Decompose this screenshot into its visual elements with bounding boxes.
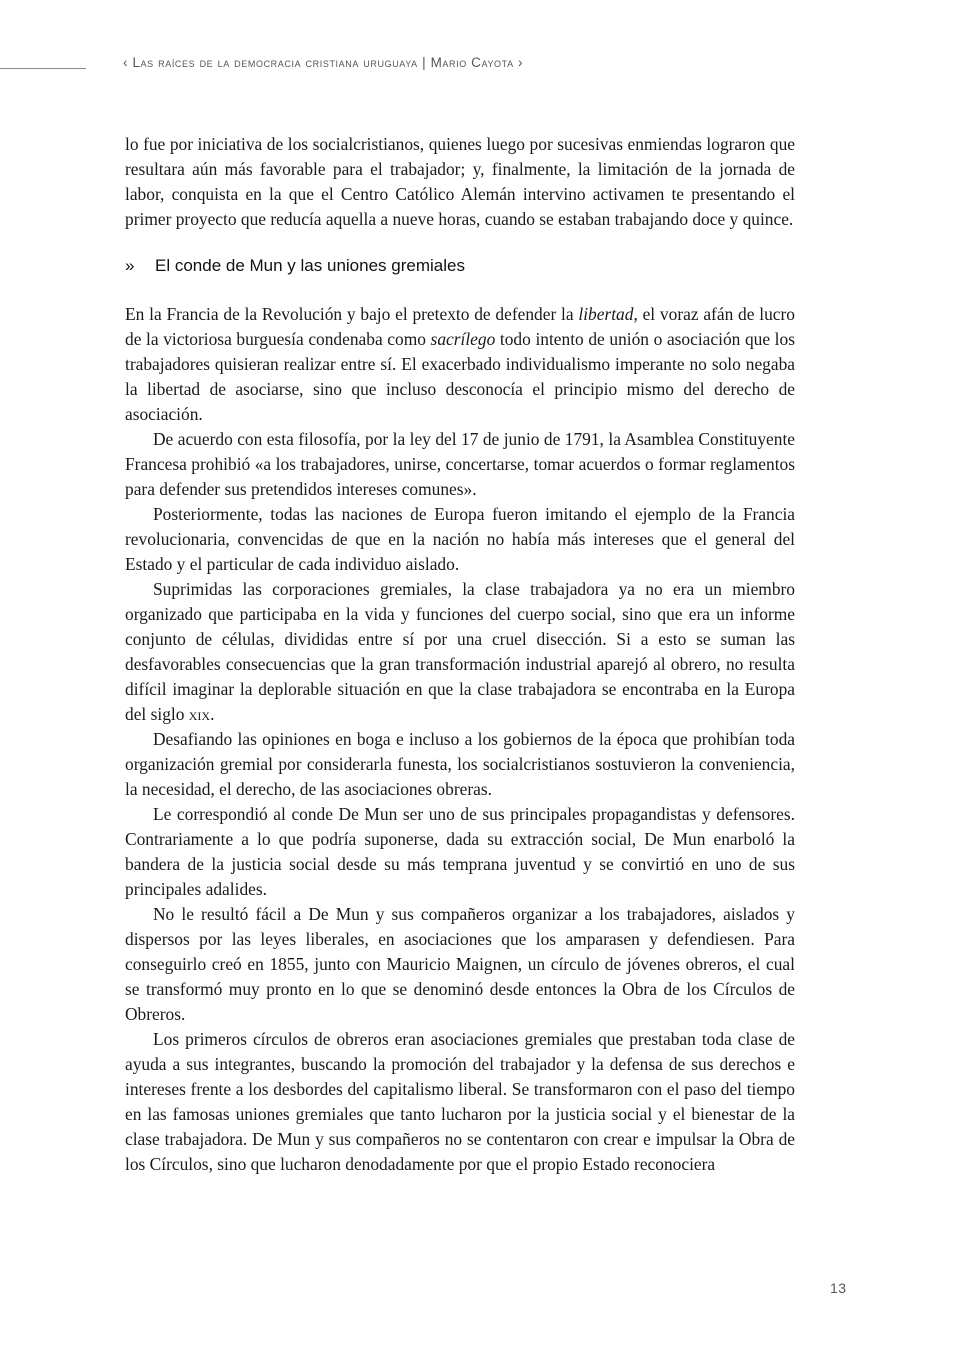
- p1-text-b: , el voraz afán de lucro de la victoriosa burguesía condenaba como: [125, 304, 795, 349]
- page-body: [125, 132, 795, 1177]
- running-header: ‹ Las raíces de la democracia cristiana uruguaya | Mario Cayota ›: [123, 55, 524, 70]
- p1-emphasis-sacrilego: sacrílego: [430, 329, 496, 349]
- paragraph-3: Posteriormente, todas las naciones de Europa fueron imitando el ejemplo de la Francia revolucionaria, convencidas de que en la nación no había más intereses que el general del Estado y el particular de cada individuo aislado.: [125, 504, 795, 574]
- paragraph-6: Le correspondió al conde De Mun ser uno de sus principales propagandistas y defensores. Contrariamente a lo que podría suponerse, dada su extracción social, De Mun enarboló la bandera de la justicia social desde su más temprana juventud y se convirtió en uno de sus principales adalides.: [125, 804, 795, 899]
- p4-century: xix: [188, 704, 211, 724]
- section-title: El conde de Mun y las uniones gremiales: [155, 256, 465, 275]
- paragraph-continuation: lo fue por iniciativa de los socialcristianos, quienes luego por sucesivas enmiendas lograron que resultara aún más favorable para el trabajador; y, finalmente, la limitación de la jornada de labor, conquista en la que el Centro Católico Alemán intervino activamen te presentando el primer proyecto que reducía aquella a nueve horas, cuando se estaban trabajando doce y quince.: [125, 134, 795, 229]
- paragraph-5: Desafiando las opiniones en boga e incluso a los gobiernos de la época que prohibían toda organización gremial por considerarla funesta, los socialcristianos sostuvieron la conveniencia, la necesidad, el derecho, de las asociaciones obreras.: [125, 729, 795, 799]
- paragraph-1: [125, 302, 795, 427]
- section-heading: [125, 253, 795, 278]
- paragraph-8: Los primeros círculos de obreros eran asociaciones gremiales que prestaban toda clase de ayuda a sus integrantes, buscando la promoción del trabajador y la defensa de sus derechos e intereses frente a los desbordes del capitalismo liberal. Se transformaron con el paso del tiempo en las famosas uniones gremiales que tanto lucharon por la justicia social y el bienestar de la clase trabajadora. De Mun y sus compañeros no se contentaron con crear e impulsar la Obra de los Círculos, sino que lucharon denodadamente por que el propio Estado reconociera: [125, 1029, 795, 1174]
- p1-text-a: En la Francia de la Revolución y bajo el pretexto de defender la: [125, 304, 579, 324]
- p4-text-a: Suprimidas las corporaciones gremiales, la clase trabajadora ya no era un miembro organizado que participaba en la vida y funciones del cuerpo social, sino que era un informe conjunto de células, divididas entre sí por una cruel disección. Si a esto se suman las desfavorables consecuencias que la gran transformación industrial aparejó al obrero, no resulta difícil imaginar la deplorable situación en que la clase trabajadora se encontraba en la Europa del siglo: [125, 579, 795, 724]
- paragraph-4: [125, 577, 795, 727]
- p1-emphasis-libertad: libertad: [578, 304, 634, 324]
- p1-text-c: todo intento de unión o asociación que los trabajadores quisieran realizar entre sí. El exacerbado individualismo imperante no solo negaba la libertad de asociarse, sino que incluso desconocía el principio mismo del derecho de asociación.: [125, 329, 795, 424]
- section-marker: »: [125, 256, 135, 275]
- p4-text-b: .: [210, 704, 215, 724]
- header-rule: [0, 68, 86, 69]
- page-number: 13: [830, 1280, 847, 1296]
- paragraph-2: De acuerdo con esta filosofía, por la ley del 17 de junio de 1791, la Asamblea Constituyente Francesa prohibió «a los trabajadores, unirse, concertarse, tomar acuerdos o formar reglamentos para defender sus pretendidos intereses comunes».: [125, 429, 795, 499]
- paragraph-7: No le resultó fácil a De Mun y sus compañeros organizar a los trabajadores, aislados y dispersos por las leyes liberales, en asociaciones que los amparasen y defendiesen. Para conseguirlo creó en 1855, junto con Mauricio Maignen, un círculo de jóvenes obreros, el cual se transformó muy pronto en lo que se denominó desde entonces la Obra de los Círculos de Obreros.: [125, 904, 795, 1024]
